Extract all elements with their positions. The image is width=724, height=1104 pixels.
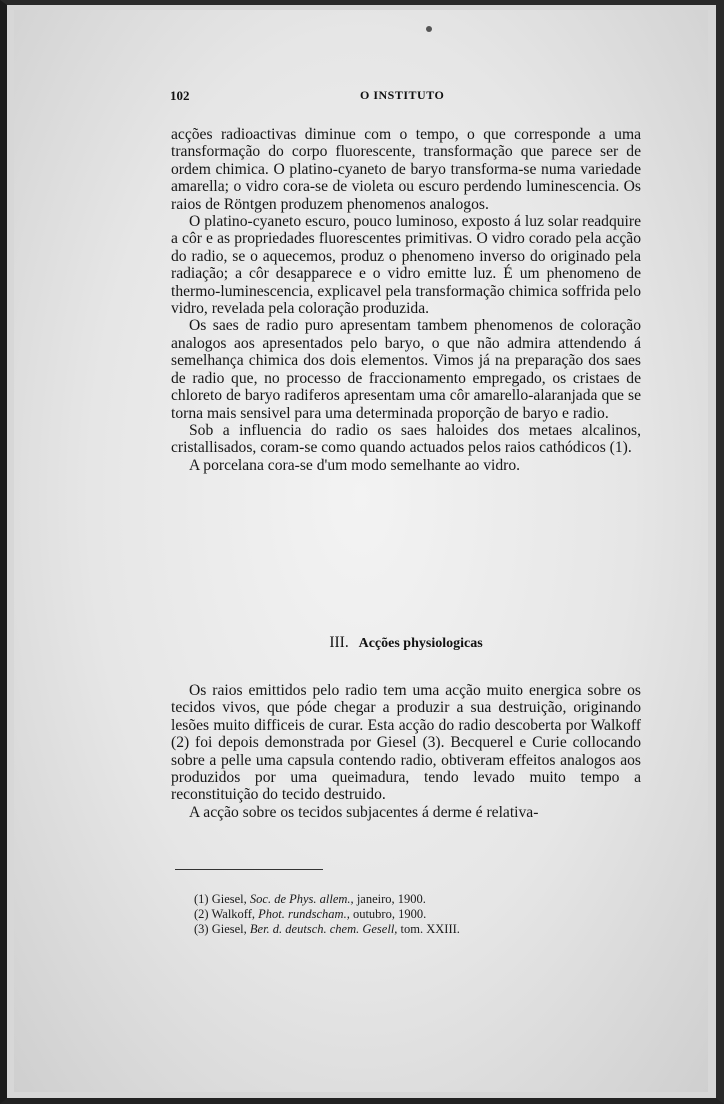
footnote-marker: (3) xyxy=(194,922,209,936)
paragraph: Sob a influencia do radio os saes haloides dos metaes alcalinos, cristallisados, coram-se como quando actuados pelos raios cathódicos (1). xyxy=(171,421,641,457)
footnote-author: Walkoff, xyxy=(211,907,256,921)
footnote-detail: tom. XXIII. xyxy=(400,922,460,936)
paragraph: A acção sobre os tecidos subjacentes á derme é relativa- xyxy=(189,803,539,821)
footnote-rule xyxy=(175,869,323,870)
footnote-marker: (1) xyxy=(194,892,209,906)
footnote-detail: outubro, 1900. xyxy=(352,907,427,921)
main-text-top xyxy=(171,126,641,474)
running-title: O INSTITUTO xyxy=(360,88,445,102)
paragraph: A porcelana cora-se d'um modo semelhante ao vidro. xyxy=(189,456,521,474)
paragraph: Os raios emittidos pelo radio tem uma acção muito energica sobre os tecidos vivos, que póde chegar a produzir a sua destruição, originando lesões muito difficeis de curar. Esta acção do radio descoberta por Walkoff (2) foi depois demonstrada por Giesel (3). Becquerel e Curie collocando sobre a pelle uma capsula contendo radio, obtiveram effeitos analogos aos produzidos por uma queimadura, tendo levado muito tempo a reconstituição do tecido destruido. xyxy=(171,682,641,804)
paragraph: acções radioactivas diminue com o tempo, o que corresponde a uma transformação do corpo fluorescente, transformação que parece ser de ordem chimica. O platino-cyaneto de baryo transforma-se numa variedade amarella; o vidro cora-se de violeta ou escuro perdendo luminescencia. Os raios de Röntgen produzem phenomenos analogos. xyxy=(171,126,641,213)
paragraph: Os saes de radio puro apresentam tambem phenomenos de coloração analogos aos apresentados pelo baryo, o que não admira attendendo á semelhança chimica dos dois elementos. Vimos já na preparação dos saes de radio que, no processo de fraccionamento empregado, os cristaes de chloreto de baryo radiferos apresentam uma côr amarello-alaranjada que se torna mais sensivel para uma determinada proporção de baryo e radio. xyxy=(171,317,641,422)
footnote-source: Ber. d. deutsch. chem. Gesell, xyxy=(249,922,398,936)
footnotes xyxy=(194,892,614,937)
footnote-source: Soc. de Phys. allem., xyxy=(249,892,354,906)
main-text-bottom xyxy=(171,682,641,821)
footnote xyxy=(194,907,614,922)
page-number: 102 xyxy=(170,88,190,103)
footnote-marker: (2) xyxy=(194,907,209,921)
footnote xyxy=(194,892,614,907)
footnote xyxy=(194,922,614,937)
section-heading xyxy=(171,634,641,652)
ink-spot xyxy=(426,26,432,32)
paragraph: O platino-cyaneto escuro, pouco luminoso, exposto á luz solar readquire a côr e as propriedades fluorescentes primitivas. O vidro corado pela acção do radio, se o aquecemos, produz o phenomeno inverso do originado pela radiação; a côr desapparece e o vidro emitte luz. É um phenomeno de thermo-luminescencia, explicavel pela transformação chimica soffrida pelo vidro, revelada pela coloração produzida. xyxy=(171,213,641,318)
footnote-author: Giesel, xyxy=(211,892,247,906)
section-title: Acções physiologicas xyxy=(358,636,483,651)
footnote-author: Giesel, xyxy=(211,922,247,936)
footnote-detail: janeiro, 1900. xyxy=(356,892,426,906)
footnote-source: Phot. rundscham., xyxy=(258,907,350,921)
page-header xyxy=(170,88,640,110)
section-number: III. xyxy=(329,634,349,651)
